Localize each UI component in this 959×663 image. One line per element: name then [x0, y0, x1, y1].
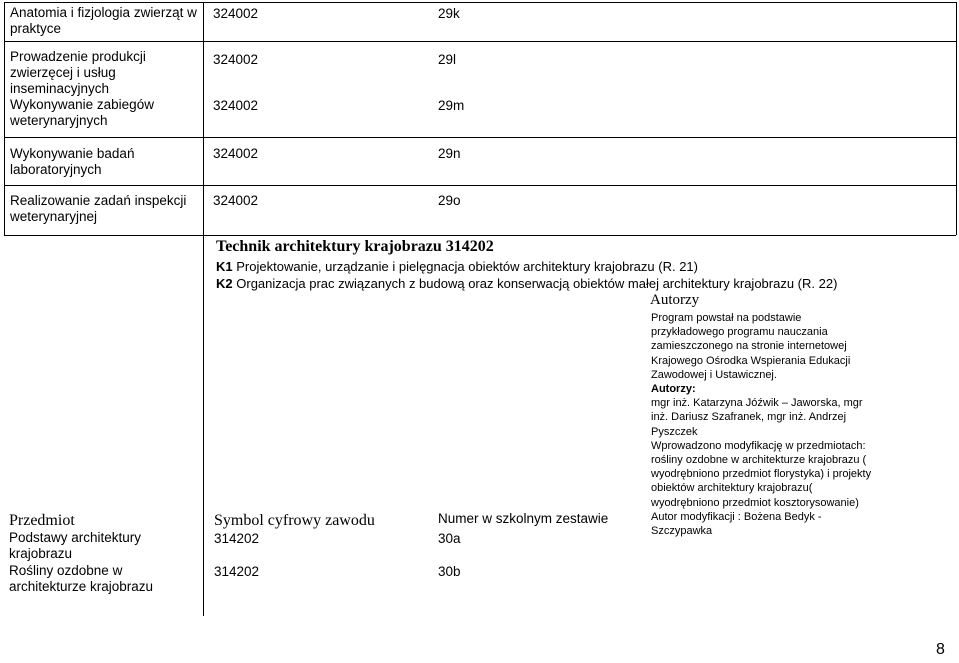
number-cell: 29l: [438, 52, 457, 67]
symbol-cell: 324002: [213, 146, 259, 161]
table-border: [4, 137, 956, 138]
subject-cell: Anatomia i fizjologia zwierząt w praktyce: [10, 5, 197, 36]
authors-intro: Program powstał na podstawie przykładowego programu nauczania zamieszczonego na stronie internetowej Krajowego Ośrodka Wspierania Edukacji Zawodowej i Ustawicznej.: [651, 312, 851, 381]
table-border: [203, 2, 204, 235]
subject-cell: Prowadzenie produkcji zwierzęcej i usług inseminacyjnych: [10, 49, 146, 96]
symbol-cell: 314202: [214, 531, 260, 546]
k2-text: Organizacja prac związanych z budową oraz konserwacją obiektów małej architektury krajobrazu (R. 22): [236, 276, 838, 291]
authors-label: Autorzy:: [651, 383, 696, 396]
symbol-cell: 324002: [213, 52, 259, 67]
number-cell: 29o: [438, 193, 461, 208]
symbol-cell: 324002: [213, 98, 259, 113]
section-title: Technik architektury krajobrazu 314202: [216, 238, 494, 255]
symbol-cell: 324002: [213, 6, 259, 21]
subject-cell: Realizowanie zadań inspekcji weterynaryjnej: [10, 193, 187, 224]
authors-heading: Autorzy: [650, 292, 700, 308]
k2-line: [216, 276, 837, 291]
number-cell: 29k: [438, 6, 460, 21]
k1-text: Projektowanie, urządzanie i pielęgnacja obiektów architektury krajobrazu (R. 21): [236, 259, 698, 274]
number-cell: 30a: [438, 531, 461, 546]
subject-cell: Rośliny ozdobne w architekturze krajobrazu: [9, 563, 154, 594]
table-border: [4, 185, 956, 186]
subject-cell: Wykonywanie zabiegów weterynaryjnych: [10, 97, 154, 128]
subject-cell: Podstawy architektury krajobrazu: [9, 530, 142, 561]
k1-line: [216, 259, 698, 274]
modification-author: Autor modyfikacji : Bożena Bedyk - Szczypawka: [651, 510, 822, 538]
k2-code: K2: [216, 276, 233, 291]
header-symbol: Symbol cyfrowy zawodu: [214, 512, 375, 529]
page-number: 8: [936, 641, 945, 658]
number-cell: 30b: [438, 564, 461, 579]
modification-text: Wprowadzono modyfikację w przedmiotach: rośliny ozdobne w architekturze krajobrazu ( wyodrębniono przedmiot florystyka) i projekty obiektów architektury krajobrazu( wyodrębniono przedmiot kosztorysowanie): [651, 439, 872, 509]
table-border: [4, 235, 956, 236]
symbol-cell: 314202: [214, 564, 260, 579]
authors-list: mgr inż. Katarzyna Jóźwik – Jaworska, mgr inż. Dariusz Szafranek, mgr inż. Andrzej Pyszczek: [651, 397, 863, 438]
symbol-cell: 324002: [213, 193, 259, 208]
header-number: Numer w szkolnym zestawie: [438, 511, 609, 526]
table-border: [4, 2, 5, 235]
number-cell: 29n: [438, 146, 461, 161]
subject-cell: Wykonywanie badań laboratoryjnych: [10, 146, 135, 177]
header-subject: Przedmiot: [9, 512, 75, 529]
table-border: [4, 2, 956, 3]
table-border: [4, 41, 956, 42]
table-border: [203, 236, 204, 616]
k1-code: K1: [216, 259, 233, 274]
table-border: [956, 2, 957, 235]
authors-note: [651, 311, 873, 538]
number-cell: 29m: [438, 98, 465, 113]
